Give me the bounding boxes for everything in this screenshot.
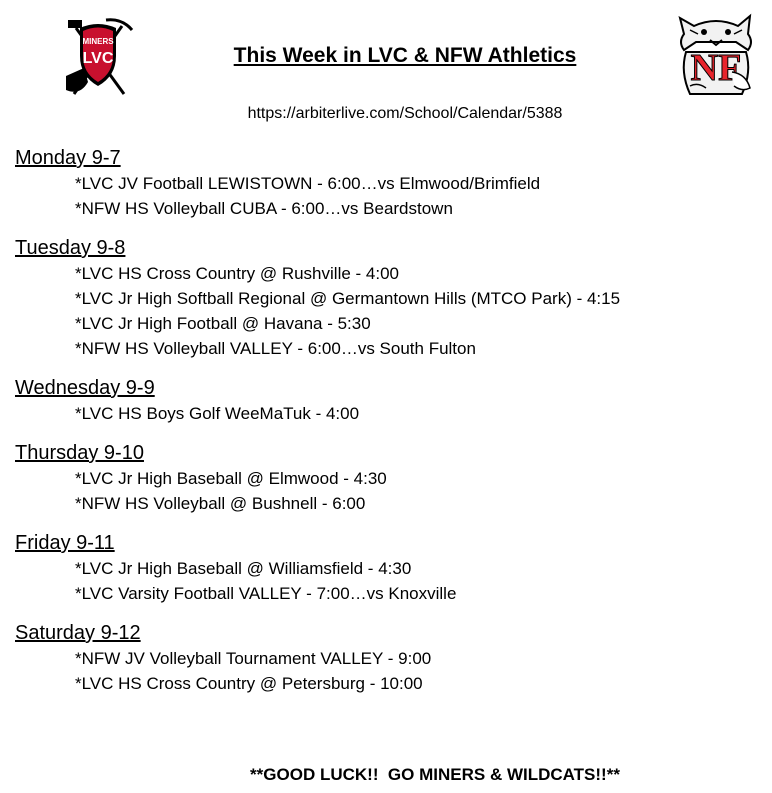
lvc-logo-lvc-text: LVC xyxy=(82,50,114,67)
day-section xyxy=(15,531,765,606)
nf-logo-text: NF xyxy=(690,47,742,89)
day-heading: Thursday 9-10 xyxy=(15,442,144,464)
calendar-url: https://arbiterlive.com/School/Calendar/5388 xyxy=(247,105,563,122)
page-title: This Week in LVC & NFW Athletics xyxy=(233,44,577,67)
day-section xyxy=(15,146,765,221)
event-item: *LVC HS Cross Country @ Rushville - 4:00 xyxy=(75,264,399,283)
day-heading: Friday 9-11 xyxy=(15,532,115,554)
event-item: *LVC Jr High Softball Regional @ Germantown Hills (MTCO Park) - 4:15 xyxy=(75,289,621,308)
day-section xyxy=(15,441,765,516)
event-item: *NFW HS Volleyball @ Bushnell - 6:00 xyxy=(75,494,366,513)
day-heading: Wednesday 9-9 xyxy=(15,377,155,399)
day-section xyxy=(15,236,765,361)
event-item: *NFW HS Volleyball VALLEY - 6:00…vs South Fulton xyxy=(75,339,476,358)
schedule-list xyxy=(15,146,765,711)
day-section xyxy=(15,621,765,696)
event-item: *LVC Jr High Baseball @ Williamsfield - 4:30 xyxy=(75,559,412,578)
day-heading: Tuesday 9-8 xyxy=(15,237,126,259)
lvc-logo-miners-text: MINERS xyxy=(82,37,114,46)
event-item: *LVC HS Boys Golf WeeMaTuk - 4:00 xyxy=(75,404,360,423)
event-item: *LVC Varsity Football VALLEY - 7:00…vs Knoxville xyxy=(75,584,457,603)
day-heading: Monday 9-7 xyxy=(15,147,121,169)
event-item: *LVC Jr High Football @ Havana - 5:30 xyxy=(75,314,371,333)
event-item: *LVC HS Cross Country @ Petersburg - 10:00 xyxy=(75,674,423,693)
event-item: *LVC Jr High Baseball @ Elmwood - 4:30 xyxy=(75,469,387,488)
event-item: *LVC JV Football LEWISTOWN - 6:00…vs Elmwood/Brimfield xyxy=(75,174,541,193)
event-item: *NFW JV Volleyball Tournament VALLEY - 9:00 xyxy=(75,649,432,668)
footer-message: **GOOD LUCK!! GO MINERS & WILDCATS!!** xyxy=(250,765,620,784)
day-section xyxy=(15,376,765,426)
event-item: *NFW HS Volleyball CUBA - 6:00…vs Beardstown xyxy=(75,199,453,218)
day-heading: Saturday 9-12 xyxy=(15,622,141,644)
